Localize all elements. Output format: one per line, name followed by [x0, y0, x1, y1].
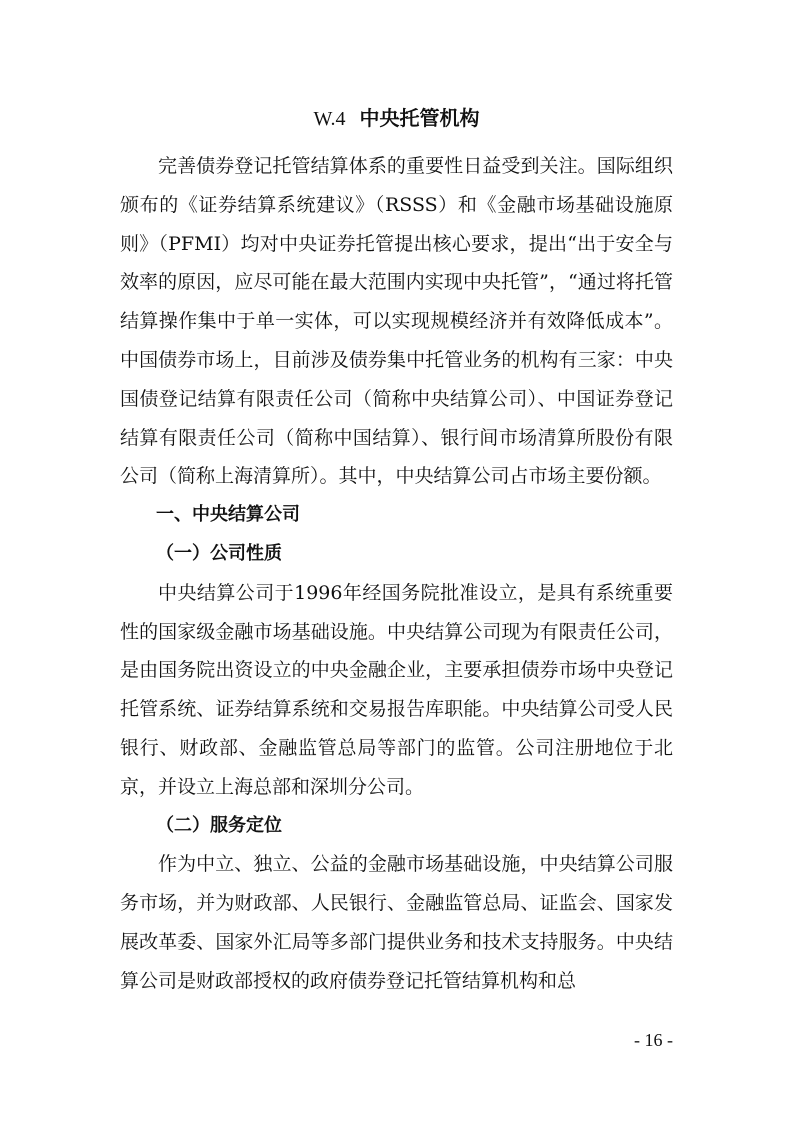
page-number: - 16 - [634, 1030, 673, 1050]
nature-paragraph: 中央结算公司于1996年经国务院批准设立，是具有系统重要性的国家级金融市场基础设施。中央结算公司现为有限责任公司，是由国务院出资设立的中央金融企业，主要承担债券市场中央登记托管系统、证券结算系统和交易报告库职能。中央结算公司受人民银行、财政部、金融监管总局等部门的监管。公司注册地位于北京，并设立上海总部和深圳分公司。 [120, 581, 673, 798]
section-title [0, 103, 793, 134]
document-body [120, 147, 673, 1001]
section-title-text: 中央托管机构 [359, 106, 480, 130]
heading-company-nature: （一）公司性质 [156, 542, 282, 564]
intro-paragraph: 完善债券登记托管结算体系的重要性日益受到关注。国际组织颁布的《证券结算系统建议》（RSSS）和《金融市场基础设施原则》（PFMI）均对中央证券托管提出核心要求，提出“出于安全与效率的原因，应尽可能在最大范围内实现中央托管”，“通过将托管结算操作集中于单一实体，可以实现规模经济并有效降低成本”。中国债券市场上，目前涉及债券集中托管业务的机构有三家：中央国债登记结算有限责任公司（简称中央结算公司）、中国证券登记结算有限责任公司（简称中国结算）、银行间市场清算所股份有限公司（简称上海清算所）。其中，中央结算公司占市场主要份额。 [120, 155, 673, 488]
service-paragraph: 作为中立、独立、公益的金融市场基础设施，中央结算公司服务市场，并为财政部、人民银行、金融监管总局、证监会、国家发展改革委、国家外汇局等多部门提供业务和技术支持服务。中央结算公司是财政部授权的政府债券登记托管结算机构和总 [120, 853, 673, 992]
heading-central-settlement: 一、中央结算公司 [156, 504, 300, 526]
section-number: W.4 [313, 108, 346, 130]
heading-service-positioning: （二）服务定位 [156, 814, 282, 836]
